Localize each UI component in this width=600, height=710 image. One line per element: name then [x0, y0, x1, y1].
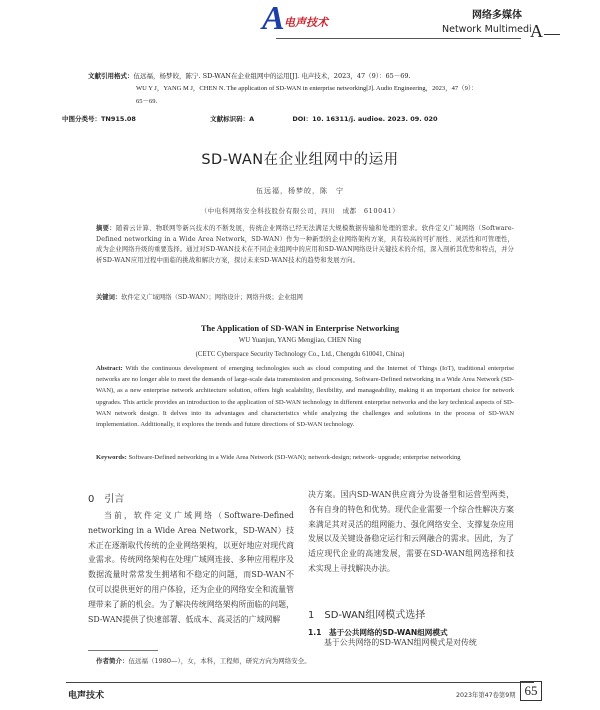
footer-rule: [66, 682, 534, 683]
paper-title: SD-WAN在企业组网中的运用: [201, 152, 399, 168]
doc-code-label: 文献标识码：: [210, 115, 250, 123]
authors-cn: 伍远福，杨梦皎，陈 宁: [256, 187, 344, 195]
affiliation-cn: （中电科网络安全科技股份有限公司，四川 成都 610041）: [200, 207, 400, 215]
journal-logo-text: 电声技术: [284, 16, 328, 29]
keywords-en-label: Keywords:: [96, 454, 127, 461]
footnote-text: 伍远福（1980—），女，本科，工程师，研究方向为网络安全。: [128, 657, 311, 665]
abstract-cn-label: 摘要：: [96, 225, 116, 232]
doi-label: DOI：: [292, 115, 313, 123]
subsection-1-1-heading: 1.1 基于公共网络的SD-WAN组网模式: [308, 628, 448, 637]
column-letter: A: [530, 21, 543, 41]
affiliation-en: (CETC Cyberspace Security Technology Co., Ltd., Chengdu 610041, China): [195, 351, 405, 358]
right-column-paragraph: 决方案。国内SD-WAN供应商分为设备型和运营型两类，各有自身的特色和优势。现代企业需要一个综合性解决方案来满足其对灵活的组网能力、强化网络安全、支撑复杂应用发展以及关键设备稳定运行和云网融合的需求。因此，为了适应现代企业的高速发展，需要在SD-WAN组网选择和技术实现上寻找解决办法。: [308, 490, 514, 573]
header-rule: [276, 38, 521, 39]
citation-cn: 伍远福，杨梦皎，陈宁. SD-WAN在企业组网中的运用[J]. 电声技术，2023，47（9）：65－69.: [133, 72, 411, 80]
section-1-heading: 1 SD-WAN组网模式选择: [308, 610, 426, 621]
keywords-en: [96, 452, 514, 463]
abstract-en-label: Abstract:: [96, 365, 123, 372]
citation-en-line-1: WU Y J，YANG M J，CHEN N. The application of SD-WAN in enterprise networking[J]. Audio Engineering，2023，47（9）：: [136, 85, 478, 92]
citation-en-line-2: 65－69.: [136, 98, 158, 105]
author-footnote: [96, 656, 311, 665]
authors-en: WU Yuanjun, YANG Mengjiao, CHEN Ning: [238, 337, 362, 344]
keywords-en-text: Software-Defined networking in a Wide Area Network (SD-WAN); network-design; network- upgrade; enterprise networking: [128, 454, 461, 461]
footer-journal-logo: 电声技术: [68, 691, 105, 701]
abstract-en: [96, 363, 514, 430]
keywords-cn-text: 软件定义广域网络（SD-WAN）；网络设计；网络升级；企业组网: [121, 294, 303, 301]
clc-value: TN915.08: [101, 115, 136, 123]
section-0-paragraph: 当前，软件定义广域网络（Software-Defined networking in a Wide Area Network，SD-WAN）技术正在逐渐取代传统的企业网络架构，以更好地应对现代商业需求。传统网络架构在处理广域网连接、多种应用程序及数据流量时常常发生拥堵和不稳定的问题，而SD-WAN不仅可以提供更好的用户体验，还为企业的网络安全和流量管理带来了新的机会。为了解决传统网络架构所面临的问题，SD-WAN提供了快速部署、低成本、高灵活的广域网解: [88, 511, 294, 624]
footnote-label: 作者简介：: [96, 657, 129, 665]
doi-value: 10. 16311/j. audioe. 2023. 09. 020: [312, 115, 438, 123]
journal-logo-letter: A: [262, 0, 285, 37]
abstract-cn-text: 随着云计算、物联网等新兴技术的不断发展，传统企业网络已经无法满足大规模数据传输和处理的需求。软件定义广域网络（Software-Defined networking in a Wide Area Network，SD-WAN）作为一种新型的企业网络架构方案，具有较高的可扩展性、灵活性和可管理性，成为企业网络升级的重要选择。通过对SD-WAN技术在不同企业组网中的应用和SD-WAN网络设计关键技术的介绍，深入剖析其优势和特点，并分析SD-WAN应用过程中面临的挑战和解决方案，探讨未来SD-WAN技术的趋势和发展方向。: [96, 225, 514, 264]
doc-code-value: A: [249, 115, 255, 123]
citation-label: 文献引用格式：: [88, 72, 134, 80]
classification-line: [62, 114, 542, 123]
subsection-1-1-paragraph: 基于公共网络的SD-WAN组网模式是对传统: [324, 638, 477, 647]
clc-label: 中图分类号：: [62, 115, 101, 123]
abstract-en-text: With the continuous development of emerging technologies such as cloud computing and the Internet of Things (IoT), traditional enterprise networks are no longer able to meet the demands of large-scale data transmission and processing. Software-Defined networking in a Wide Area Network (SD-WAN), as a new enterprise network architecture solution, offers high scalability, flexibility, and manageability, making it an important choice for network upgrades. This article provides an introduction to the application of SD-WAN technology in different enterprise networks and the key technical aspects of SD-WAN network design. It delves into its advantages and characteristics while analyzing the challenges and solutions in the process of SD-WAN implementation. Additionally, it explores the trends and future directions of SD-WAN technology.: [96, 365, 514, 429]
column-name-en: Network Multimedi: [442, 24, 532, 35]
abstract-cn: [96, 224, 514, 266]
column-letter-rule: [544, 34, 560, 35]
section-0-heading: 0 引言: [88, 494, 125, 505]
keywords-cn: [96, 292, 514, 301]
keywords-cn-label: 关键词：: [96, 294, 122, 301]
citation-cn-line: [88, 71, 528, 81]
footnote-rule: [88, 650, 158, 651]
column-name-cn: 网络多媒体: [472, 10, 522, 21]
footer-issue: 2023年第47卷第9期: [456, 692, 516, 699]
title-en: The Application of SD-WAN in Enterprise Networking: [200, 323, 400, 333]
page-number: 65: [520, 681, 542, 701]
